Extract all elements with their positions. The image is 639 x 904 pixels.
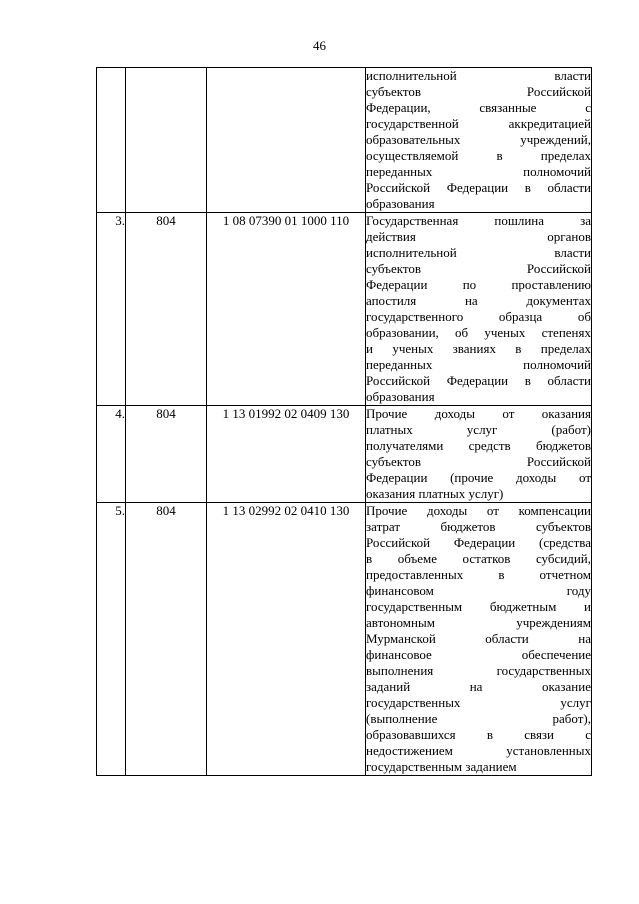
description-line: предоставленных в отчетном bbox=[366, 567, 591, 582]
description-line: государственного образца об bbox=[366, 309, 591, 324]
description-line: Федерации (прочие доходы от bbox=[366, 470, 591, 485]
row-number-cell: 3. bbox=[97, 213, 126, 406]
description-line: затрат бюджетов субъектов bbox=[366, 519, 591, 534]
description-line: субъектов Российской bbox=[366, 261, 591, 276]
description-line: Федерации, связанные с bbox=[366, 100, 591, 115]
description-line: государственной аккредитацией bbox=[366, 116, 591, 131]
admin-code-cell: 804 bbox=[126, 213, 207, 406]
description-line: субъектов Российской bbox=[366, 84, 591, 99]
description-line: (выполнение работ), bbox=[366, 711, 591, 726]
admin-code-cell bbox=[126, 68, 207, 213]
admin-code-cell: 804 bbox=[126, 503, 207, 776]
description-line: государственным заданием bbox=[366, 759, 517, 774]
description-line: государственным бюджетным и bbox=[366, 599, 591, 614]
description-line: Российской Федерации в области bbox=[366, 373, 591, 388]
description-line: Мурманской области на bbox=[366, 631, 591, 646]
description-line: и ученых званиях в пределах bbox=[366, 341, 591, 356]
description-line: получателями средств бюджетов bbox=[366, 438, 591, 453]
description-line: оказания платных услуг) bbox=[366, 486, 504, 501]
description-line: финансовом году bbox=[366, 583, 591, 598]
description-line: Российской Федерации (средства bbox=[366, 535, 591, 550]
description-line: в объеме остатков субсидий, bbox=[366, 551, 591, 566]
description-line: Прочие доходы от компенсации bbox=[366, 503, 591, 518]
description-line: выполнения государственных bbox=[366, 663, 591, 678]
row-number-cell bbox=[97, 68, 126, 213]
description-line: исполнительной власти bbox=[366, 245, 591, 260]
description-cell bbox=[366, 503, 592, 776]
budget-codes-table bbox=[96, 67, 592, 776]
description-line: апостиля на документах bbox=[366, 293, 591, 308]
description-line: субъектов Российской bbox=[366, 454, 591, 469]
budget-code-cell bbox=[207, 68, 366, 213]
description-line: государственных услуг bbox=[366, 695, 591, 710]
description-line: финансовое обеспечение bbox=[366, 647, 591, 662]
admin-code-cell: 804 bbox=[126, 406, 207, 503]
table-body bbox=[97, 68, 592, 776]
table-row bbox=[97, 68, 592, 213]
description-cell bbox=[366, 406, 592, 503]
budget-code-cell: 1 13 02992 02 0410 130 bbox=[207, 503, 366, 776]
row-number-cell: 4. bbox=[97, 406, 126, 503]
description-line: Федерации по проставлению bbox=[366, 277, 591, 292]
description-line: переданных полномочий bbox=[366, 164, 591, 179]
description-cell bbox=[366, 213, 592, 406]
description-line: недостижением установленных bbox=[366, 743, 591, 758]
description-line: действия органов bbox=[366, 229, 591, 244]
budget-code-cell: 1 13 01992 02 0409 130 bbox=[207, 406, 366, 503]
description-line: платных услуг (работ) bbox=[366, 422, 591, 437]
description-line: образования bbox=[366, 389, 435, 404]
description-line: Государственная пошлина за bbox=[366, 213, 591, 228]
description-line: образовании, об ученых степенях bbox=[366, 325, 591, 340]
description-line: автономным учреждениям bbox=[366, 615, 591, 630]
table-row bbox=[97, 503, 592, 776]
description-line: образовательных учреждений, bbox=[366, 132, 591, 147]
row-number-cell: 5. bbox=[97, 503, 126, 776]
description-line: заданий на оказание bbox=[366, 679, 591, 694]
description-line: переданных полномочий bbox=[366, 357, 591, 372]
budget-code-cell: 1 08 07390 01 1000 110 bbox=[207, 213, 366, 406]
table-row bbox=[97, 213, 592, 406]
description-line: осуществляемой в пределах bbox=[366, 148, 591, 163]
page-number: 46 bbox=[313, 38, 326, 53]
description-line: Прочие доходы от оказания bbox=[366, 406, 591, 421]
description-cell bbox=[366, 68, 592, 213]
table-row bbox=[97, 406, 592, 503]
description-line: образования bbox=[366, 196, 435, 211]
description-line: образовавшихся в связи с bbox=[366, 727, 591, 742]
description-line: исполнительной власти bbox=[366, 68, 591, 83]
description-line: Российской Федерации в области bbox=[366, 180, 591, 195]
